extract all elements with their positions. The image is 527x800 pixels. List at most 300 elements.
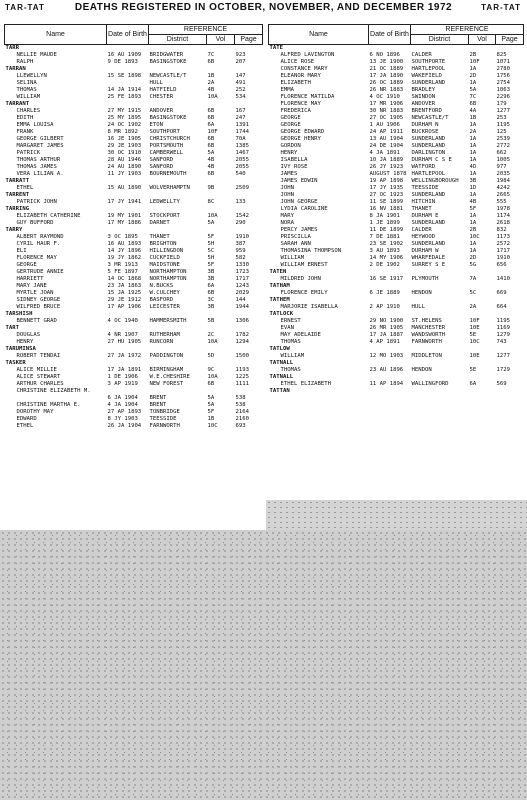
district: NORTHAMPTON <box>149 276 187 282</box>
surname-row <box>269 283 524 290</box>
surname: TATTAN <box>269 388 290 394</box>
date-of-birth: 8 MR 1892 <box>107 129 138 135</box>
district: HILLINGDON <box>149 248 184 254</box>
date-of-birth: 29 NO 1900 <box>369 318 404 324</box>
volume: 6A <box>207 283 215 289</box>
date-of-birth: 2 AP 1910 <box>369 304 400 310</box>
volume: 9C <box>207 367 215 373</box>
volume: 5H <box>207 241 215 247</box>
page-ref: 1910 <box>235 234 249 240</box>
district: HITCHIN <box>411 199 436 205</box>
district: SUNDERLAND <box>411 136 446 142</box>
page-ref: 2772 <box>496 143 510 149</box>
page-ref: 2754 <box>496 80 510 86</box>
date-of-birth: 17 JA 1890 <box>369 73 404 79</box>
given-names: JAMES <box>280 171 298 177</box>
date-of-birth: 27 HU 1905 <box>107 339 142 345</box>
volume: 10C <box>469 234 480 240</box>
volume: 5E <box>469 332 477 338</box>
entry-row <box>269 66 524 73</box>
district: HEYWOOD <box>411 234 436 240</box>
district <box>149 388 207 395</box>
volume: 7C <box>207 52 215 58</box>
entry-row <box>5 122 263 129</box>
volume: 1A <box>469 136 477 142</box>
date-of-birth: 24 DE 1904 <box>369 143 404 149</box>
district: BRADLEY <box>411 87 436 93</box>
page-ref: 1005 <box>496 157 510 163</box>
entry-row <box>5 409 263 416</box>
page-ref: 1193 <box>235 367 249 373</box>
given-names: SARAH ANN <box>280 241 311 247</box>
district: SOUTHPORTE <box>411 59 446 65</box>
given-names: GORDON <box>280 143 301 149</box>
entry-row <box>5 353 263 360</box>
entry-row <box>5 157 263 164</box>
given-names: ETHEL <box>16 423 34 429</box>
given-names: MARY <box>280 213 294 219</box>
volume: 1A <box>469 143 477 149</box>
volume: 10F <box>469 318 480 324</box>
volume: 1A <box>469 192 477 198</box>
district: SANFORD <box>149 164 174 170</box>
volume: 6B <box>207 59 215 65</box>
district: WOLVERHAMPTN <box>149 185 190 191</box>
entry-row <box>5 248 263 255</box>
date-of-birth: 16 NV 1881 <box>369 206 404 212</box>
given-names: ALICE ROSE <box>280 59 315 65</box>
page-header: Page <box>496 35 524 45</box>
date-of-birth: 19 MY 1901 <box>107 213 142 219</box>
surname-row <box>5 45 263 53</box>
given-names: WILLIAM <box>16 94 41 100</box>
given-names: HENRY <box>280 150 298 156</box>
volume: 6A <box>469 381 477 387</box>
entry-row <box>5 269 263 276</box>
volume: 3C <box>207 297 215 303</box>
entry-row <box>5 339 263 346</box>
entry-row <box>269 213 524 220</box>
volume: 5F <box>207 234 215 240</box>
entry-row <box>5 416 263 423</box>
district: SWINDON <box>411 94 436 100</box>
district: BRIDGWATER <box>149 52 184 58</box>
volume: 1A <box>469 150 477 156</box>
district: TEESSIDE <box>411 185 439 191</box>
name-header: Name <box>269 25 369 45</box>
entry-row <box>269 304 524 311</box>
entry-row <box>5 87 263 94</box>
date-of-birth: 4 AP 1891 <box>369 339 400 345</box>
right-entries <box>269 45 524 396</box>
date-of-birth: 6 JA 1904 <box>107 395 138 401</box>
date-of-birth: 4 JA 1891 <box>369 150 400 156</box>
volume: 5F <box>207 409 215 415</box>
given-names: FLORENCE EMILY <box>280 290 328 296</box>
date-of-birth <box>107 388 149 395</box>
entry-row <box>269 143 524 150</box>
entry-row <box>5 304 263 311</box>
district: DURHAM W <box>411 248 439 254</box>
page-ref <box>235 388 263 395</box>
district: RUTHERHAM <box>149 332 180 338</box>
date-of-birth: 3 MR 1913 <box>107 262 138 268</box>
volume: 10F <box>469 59 480 65</box>
entry-row <box>269 101 524 108</box>
entry-row <box>269 318 524 325</box>
page-ref: 1111 <box>235 381 249 387</box>
surname: TARRAN <box>5 66 26 72</box>
page-header: Page <box>235 35 263 45</box>
entry-row <box>269 262 524 269</box>
district: CALDER <box>411 227 432 233</box>
surname: TARSHISH <box>5 311 33 317</box>
district: HARTLEPOOL <box>411 171 446 177</box>
entry-row <box>269 178 524 185</box>
surname: TARUMINSA <box>5 346 36 352</box>
given-names: PATRICK JOHN <box>16 199 57 205</box>
surname-row <box>5 311 263 318</box>
entry-row <box>269 339 524 346</box>
date-of-birth: 6 JE 1889 <box>369 290 400 296</box>
given-names: THOMAS JAMES <box>16 164 57 170</box>
given-names: GEORGE EDWARD <box>280 129 325 135</box>
given-names: FRANK <box>16 129 34 135</box>
surname: TARRATT <box>5 178 30 184</box>
entry-row <box>269 52 524 59</box>
date-of-birth: 27 MY 1915 <box>107 108 142 114</box>
date-of-birth: 11 DE 1899 <box>369 227 404 233</box>
volume: 5A <box>207 220 215 226</box>
page-ref: 179 <box>496 101 507 107</box>
volume: 5A <box>207 402 215 408</box>
date-of-birth: 16 AU 1909 <box>107 52 142 58</box>
entry-row <box>5 297 263 304</box>
district: THANET <box>149 234 170 240</box>
volume: 1A <box>469 157 477 163</box>
page-ref: 1294 <box>235 339 249 345</box>
given-names: ELEANOR MARY <box>280 73 321 79</box>
volume: 7A <box>469 276 477 282</box>
page-ref: 1542 <box>235 213 249 219</box>
date-of-birth: 16 JE 1905 <box>107 136 142 142</box>
page-ref: 1225 <box>235 374 249 380</box>
district: MAIDSTONE <box>149 262 180 268</box>
page-ref: 959 <box>235 248 246 254</box>
volume: 6B <box>469 101 477 107</box>
volume: 2A <box>469 304 477 310</box>
surname: TATLOW <box>269 346 290 352</box>
entry-row <box>5 332 263 339</box>
date-of-birth: 23 AU 1896 <box>369 367 404 373</box>
page-ref: 1330 <box>235 262 249 268</box>
surname-row <box>5 360 263 367</box>
date-of-birth: 17 JA 1891 <box>107 367 142 373</box>
date-of-birth: 13 AU 1904 <box>369 136 404 142</box>
district: BASINGSTOKE <box>149 59 187 65</box>
given-names: VERA LILIAN A. <box>16 171 64 177</box>
entry-row <box>5 136 263 143</box>
date-of-birth: 27 AP 1893 <box>107 409 142 415</box>
surname: TARR <box>5 45 19 51</box>
date-of-birth: 10 JA 1889 <box>369 157 404 163</box>
page-ref: 387 <box>235 241 246 247</box>
district: SUNDERLAND <box>411 241 446 247</box>
entry-row <box>5 276 263 283</box>
volume: 1A <box>469 80 477 86</box>
given-names: ALICE STEWART <box>16 374 61 380</box>
given-names: ELIZABETH <box>280 80 311 86</box>
volume: 5B <box>207 318 215 324</box>
date-of-birth: 29 JE 1912 <box>107 297 142 303</box>
given-names: NORA <box>280 220 294 226</box>
page-ref: 2539 <box>496 136 510 142</box>
page-ref: 1723 <box>235 269 249 275</box>
district: PORTSMOUTH <box>149 143 184 149</box>
district: SANFORD <box>149 157 174 163</box>
district: DURHAM N <box>411 122 439 128</box>
district: DURHAM E <box>411 213 439 219</box>
entry-row <box>269 381 524 388</box>
given-names: LYDIA CAROLINE <box>280 206 328 212</box>
page-ref: 582 <box>235 255 246 261</box>
volume: 1A <box>469 122 477 128</box>
district: PADDINGTON <box>149 353 184 359</box>
page-ref: 1410 <box>496 276 510 282</box>
date-of-birth: 19 AP 1898 <box>369 178 404 184</box>
entry-row <box>269 241 524 248</box>
entry-row <box>269 108 524 115</box>
surname: TATNALL <box>269 360 294 366</box>
entry-row <box>269 325 524 332</box>
entry-row <box>5 129 263 136</box>
entry-row <box>269 199 524 206</box>
district: BOURNEMOUTH <box>149 171 187 177</box>
date-of-birth: 26 JA 1904 <box>107 423 142 429</box>
district: ST.HELENS <box>411 318 442 324</box>
entry-row <box>5 283 263 290</box>
volume: 6B <box>207 136 215 142</box>
entry-row <box>5 290 263 297</box>
given-names: GUY BUFFORD <box>16 220 54 226</box>
district-header: District <box>149 35 207 45</box>
given-names: MARGARET JAMES <box>16 143 64 149</box>
district: HENDON <box>411 290 432 296</box>
page-ref: 2029 <box>235 290 249 296</box>
entry-row <box>5 171 263 178</box>
district: PLYMOUTH <box>411 276 439 282</box>
surname: TATHAM <box>269 283 290 289</box>
surname-row <box>269 45 524 53</box>
page-ref: 825 <box>496 52 507 58</box>
entry-row <box>269 206 524 213</box>
volume: 3B <box>469 178 477 184</box>
given-names: ALBERT RAYMOND <box>16 234 64 240</box>
volume: 1A <box>469 241 477 247</box>
surname: TARRANT <box>5 101 30 107</box>
given-names: GEORGE <box>280 115 301 121</box>
volume: 1A <box>469 213 477 219</box>
entry-row <box>5 150 263 157</box>
entry-row <box>5 402 263 409</box>
given-names: FREDERICA <box>280 108 311 114</box>
page-ref: 693 <box>235 423 246 429</box>
given-names: GEORGE GILBERT <box>16 136 64 142</box>
page-ref: 125 <box>496 129 507 135</box>
page-ref: 534 <box>235 94 246 100</box>
district: NEWCASTLE/T <box>149 73 187 79</box>
entry-row <box>269 164 524 171</box>
given-names: ELIZABETH CATHERINE <box>16 213 81 219</box>
page-ref: 1944 <box>235 304 249 310</box>
scan-noise-area <box>0 530 527 800</box>
volume: 1A <box>469 220 477 226</box>
date-of-birth: 23 JA 1863 <box>107 283 142 289</box>
entry-row <box>5 80 263 87</box>
entry-row <box>269 94 524 101</box>
volume: 4A <box>469 108 477 114</box>
page-ref: 2164 <box>235 409 249 415</box>
district: WANDSWORTH <box>411 332 446 338</box>
volume: 6B <box>207 290 215 296</box>
date-of-birth: 16 AU 1893 <box>107 241 142 247</box>
given-names: GEORGE HENRY <box>280 136 321 142</box>
page-ref: 70A <box>235 136 246 142</box>
volume: 7C <box>469 94 477 100</box>
volume: 6B <box>207 108 215 114</box>
name-header: Name <box>5 25 107 45</box>
entry-row <box>5 143 263 150</box>
given-names: PRISCILLA <box>280 234 311 240</box>
given-names: FLORENCE MAY <box>16 255 57 261</box>
district: HARTLEPOOL <box>411 66 446 72</box>
page-ref: 1277 <box>496 353 510 359</box>
date-of-birth: 17 JY 1935 <box>369 185 404 191</box>
entry-row <box>5 108 263 115</box>
page-ref: 1195 <box>496 122 510 128</box>
date-of-birth: 28 AU 1946 <box>107 157 142 163</box>
given-names: THOMAS <box>280 339 301 345</box>
date-of-birth: 24 AP 1911 <box>369 129 404 135</box>
district: WATFORD <box>411 164 436 170</box>
page-ref: 977 <box>496 164 507 170</box>
page-ref: 252 <box>235 87 246 93</box>
given-names: MARY JANE <box>16 283 47 289</box>
volume: 2D <box>469 255 477 261</box>
date-of-birth: 16 SE 1917 <box>369 276 404 282</box>
page-ref: 1782 <box>235 332 249 338</box>
entry-row <box>269 150 524 157</box>
district: RUNCORN <box>149 339 174 345</box>
given-names: EMMA <box>280 87 294 93</box>
page-ref: 1071 <box>496 59 510 65</box>
date-of-birth: 13 JE 1900 <box>369 59 404 65</box>
date-of-birth: 1 AU 1906 <box>369 122 400 128</box>
entry-row <box>269 255 524 262</box>
surname-row <box>269 346 524 353</box>
date-of-birth: 15 AU 1890 <box>107 185 142 191</box>
entry-row <box>5 234 263 241</box>
given-names: THOMAS ARTHUR <box>16 157 61 163</box>
page-ref: 538 <box>235 402 246 408</box>
scan-noise-overlay <box>266 500 527 532</box>
page-ref: 167 <box>235 108 246 114</box>
surname: TATEN <box>269 269 287 275</box>
given-names: ERNEST <box>280 318 301 324</box>
district: HENDON <box>411 367 432 373</box>
page-ref: 1756 <box>496 73 510 79</box>
district: BASFORD <box>149 297 174 303</box>
entry-row <box>269 192 524 199</box>
volume: 5A <box>469 87 477 93</box>
page-ref: 540 <box>235 171 246 177</box>
given-names: BENNETT GRAD <box>16 318 57 324</box>
page-ref: 664 <box>496 304 507 310</box>
surname: TARRY <box>5 227 23 233</box>
volume: 10E <box>469 353 480 359</box>
page-ref: 253 <box>496 115 507 121</box>
page-ref: 1717 <box>235 276 249 282</box>
date-of-birth: 8 JY 1903 <box>107 416 138 422</box>
volume: 4B <box>207 157 215 163</box>
volume: 3B <box>207 276 215 282</box>
page-ref: 1729 <box>496 367 510 373</box>
date-of-birth: 17 AP 1906 <box>107 304 142 310</box>
page-ref: 1385 <box>235 143 249 149</box>
given-names: GERTRUDE ANNIE <box>16 269 64 275</box>
district: STOCKPORT <box>149 213 180 219</box>
page-ref: 1195 <box>496 318 510 324</box>
page-ref: 147 <box>235 73 246 79</box>
given-names: WILFRED BRUCE <box>16 304 61 310</box>
district: NORTHAMPTON <box>149 269 187 275</box>
given-names: EMMA LOUISA <box>16 122 54 128</box>
surname-row <box>5 192 263 199</box>
page-ref: 2665 <box>496 192 510 198</box>
volume: 5C <box>207 248 215 254</box>
date-of-birth: 12 MO 1903 <box>369 353 404 359</box>
volume: 1A <box>469 171 477 177</box>
entry-row <box>5 115 263 122</box>
district: BRIGHTON <box>149 241 177 247</box>
date-of-birth: 19 JY 1862 <box>107 255 142 261</box>
volume: 1B <box>469 115 477 121</box>
district: FARNWORTH <box>411 339 442 345</box>
given-names: ELI <box>16 248 27 254</box>
given-names: HARRIETT <box>16 276 44 282</box>
volume: 2B <box>469 52 477 58</box>
volume: 5G <box>469 262 477 268</box>
entry-row <box>5 164 263 171</box>
date-of-birth: 30 OC 1910 <box>107 150 142 156</box>
reference-header: REFERENCE <box>149 25 263 35</box>
left-entries <box>5 45 263 431</box>
date-of-birth: 14 OC 1868 <box>107 276 142 282</box>
volume: 10A <box>207 374 218 380</box>
date-of-birth: 4 JA 1904 <box>107 402 138 408</box>
surname-row <box>269 388 524 395</box>
district: BUCKROSE <box>411 129 439 135</box>
volume: 2A <box>469 129 477 135</box>
page-ref: 144 <box>235 297 246 303</box>
date-of-birth: 25 MY 1895 <box>107 115 142 121</box>
date-of-birth: 27 OC 1905 <box>369 115 404 121</box>
surname: TARRENT <box>5 192 30 198</box>
date-of-birth: 3 AU 1893 <box>369 248 400 254</box>
surname-row <box>5 346 263 353</box>
page-ref: 669 <box>496 290 507 296</box>
surname-row <box>269 269 524 276</box>
